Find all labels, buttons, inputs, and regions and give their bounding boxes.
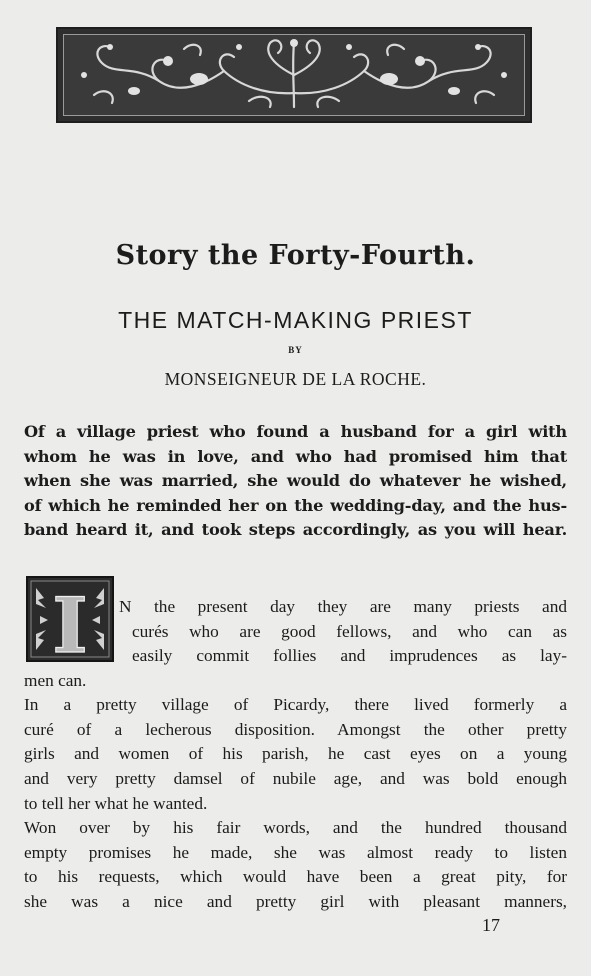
body-line: girls and women of his parish, he cast eyes on a young	[24, 744, 567, 764]
body-line: In a pretty village of Picardy, there lived formerly a	[24, 695, 567, 714]
body-line: empty promises he made, she was almost ready to listen	[24, 842, 567, 862]
paragraph-2	[24, 693, 567, 817]
body-line: curés who are good fellows, and who can as	[132, 621, 567, 641]
body-line: Won over by his fair words, and the hundred thousand	[24, 818, 567, 837]
ornamental-header-banner	[56, 27, 532, 123]
body-line: she was a nice and pretty girl with pleasant manners,	[24, 892, 567, 912]
summary-line: whom he was in love, and who had promised him that	[24, 446, 567, 466]
body-line: easily commit follies and imprudences as lay-	[132, 646, 567, 666]
body-line: to tell her what he wanted.	[24, 793, 208, 813]
body-line: to his requests, which would have been a great pity, for	[24, 867, 567, 887]
body-line: N the present day they are many priests and	[119, 597, 567, 616]
banner-frame	[63, 34, 525, 116]
body-line: and very pretty damsel of nubile age, and was bold enough	[24, 769, 567, 789]
page-title: THE MATCH-MAKING PRIEST	[118, 307, 473, 333]
summary-line: Of a village priest who found a husband for a girl with	[24, 422, 567, 441]
author-name: MONSEIGNEUR DE LA ROCHE.	[164, 369, 427, 389]
body-line: men can.	[24, 671, 87, 691]
summary-line: band heard it, and took steps accordingly, as you will hear.	[24, 520, 567, 539]
page-number: 17	[482, 915, 500, 935]
story-summary	[24, 420, 567, 543]
body-line: curé of a lecherous disposition. Amongst the other pretty	[24, 719, 567, 739]
drop-cap-letter: I	[52, 581, 88, 660]
summary-line: of which he reminded her on the wedding-day, and the hus-	[24, 495, 567, 515]
floral-ornament-icon	[64, 35, 524, 115]
story-heading: Story the Forty-Fourth.	[115, 240, 476, 271]
paragraph-3	[24, 816, 567, 915]
by-line: BY	[288, 345, 303, 355]
summary-line: when she was married, she would do whatever he wished,	[24, 471, 567, 490]
paragraph-1	[24, 595, 567, 694]
